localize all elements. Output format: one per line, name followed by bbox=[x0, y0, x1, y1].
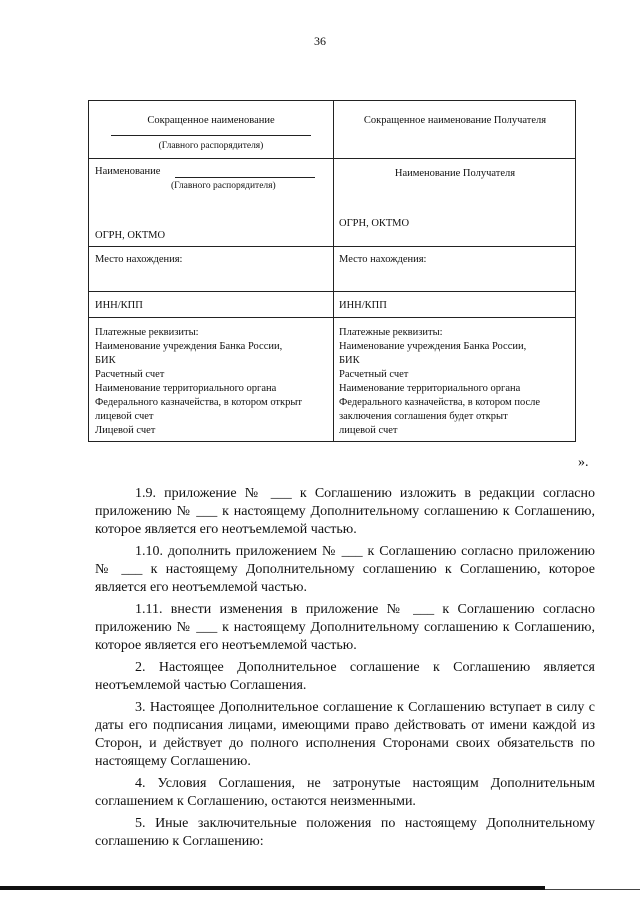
clause-5: 5. Иные заключительные положения по настоящему Дополнительному соглашению к Соглашению: bbox=[95, 816, 595, 849]
clause-3: 3. Настоящее Дополнительное соглашение к Соглашению вступает в силу с даты его подписания лицами, имеющими право действовать от имени каждой из Сторон, и действует до полного исполнения Сторонами своих обязательств по настоящему Соглашению. bbox=[95, 700, 595, 769]
right-payment-line: Федерального казначейства, в котором после bbox=[339, 397, 541, 408]
closing-quote: ». bbox=[578, 455, 589, 470]
clause-2: 2. Настоящее Дополнительное соглашение к Соглашению является неотъемлемой частью Соглашения. bbox=[95, 660, 595, 693]
requisites-table bbox=[88, 100, 576, 442]
right-payment-line: БИК bbox=[339, 355, 360, 366]
table-divider-row-1 bbox=[89, 158, 575, 159]
left-short-name-note: (Главного распорядителя) bbox=[158, 141, 264, 151]
right-payment-line: заключения соглашения будет открыт bbox=[339, 411, 508, 422]
clause-1-11: 1.11. внести изменения в приложение № ___ к Соглашению согласно приложению № ___ к настоящему Дополнительному соглашению к Соглашению, которое является его неотъемлемой частью. bbox=[95, 602, 595, 653]
left-name-label: Наименование bbox=[95, 166, 161, 177]
left-payment-line: Наименование учреждения Банка России, bbox=[95, 341, 283, 352]
left-payment-line: Платежные реквизиты: bbox=[95, 327, 199, 338]
left-inn: ИНН/КПП bbox=[95, 300, 143, 311]
right-payment-line: Наименование территориального органа bbox=[339, 383, 521, 394]
clause-4: 4. Условия Соглашения, не затронутые настоящим Дополнительным соглашением к Соглашению, остаются неизменными. bbox=[95, 776, 595, 809]
page-number: 36 bbox=[314, 34, 326, 48]
left-payment-line: Наименование территориального органа bbox=[95, 383, 277, 394]
left-name-blank bbox=[175, 177, 315, 178]
table-divider-row-3 bbox=[89, 291, 575, 292]
left-payment-details bbox=[95, 326, 331, 438]
bottom-rule-thin bbox=[545, 889, 640, 890]
left-ogrn: ОГРН, ОКТМО bbox=[95, 230, 166, 241]
agreement-clauses bbox=[95, 485, 595, 855]
right-short-name: Сокращенное наименование Получателя bbox=[363, 115, 547, 126]
right-ogrn: ОГРН, ОКТМО bbox=[339, 218, 410, 229]
right-payment-line: Платежные реквизиты: bbox=[339, 327, 443, 338]
bottom-rule bbox=[0, 886, 545, 890]
clause-1-9: 1.9. приложение № ___ к Соглашению изложить в редакции согласно приложению № ___ к настоящему Дополнительному соглашению к Соглашению, которое является его неотъемлемой частью. bbox=[95, 486, 595, 537]
right-inn: ИНН/КПП bbox=[339, 300, 387, 311]
left-short-name: Сокращенное наименование bbox=[147, 115, 275, 126]
left-short-name-blank bbox=[111, 135, 311, 136]
right-payment-line: лицевой счет bbox=[339, 425, 398, 436]
right-location: Место нахождения: bbox=[339, 254, 427, 265]
left-payment-line: Федерального казначейства, в котором открыт bbox=[95, 397, 303, 408]
table-divider-vertical bbox=[333, 101, 334, 441]
left-payment-line: Расчетный счет bbox=[95, 369, 165, 380]
left-name-note: (Главного распорядителя) bbox=[171, 181, 276, 191]
left-location: Место нахождения: bbox=[95, 254, 183, 265]
left-payment-line: лицевой счет bbox=[95, 411, 154, 422]
right-payment-details bbox=[339, 326, 575, 438]
right-payment-line: Расчетный счет bbox=[339, 369, 409, 380]
table-divider-row-2 bbox=[89, 246, 575, 247]
left-payment-line: Лицевой счет bbox=[95, 425, 156, 436]
right-name-label: Наименование Получателя bbox=[394, 168, 516, 179]
clause-1-10: 1.10. дополнить приложением № ___ к Соглашению согласно приложению № ___ к настоящему Дополнительному соглашению к Соглашению, которое является его неотъемлемой частью. bbox=[95, 544, 595, 595]
right-payment-line: Наименование учреждения Банка России, bbox=[339, 341, 527, 352]
table-divider-row-4 bbox=[89, 317, 575, 318]
left-payment-line: БИК bbox=[95, 355, 116, 366]
